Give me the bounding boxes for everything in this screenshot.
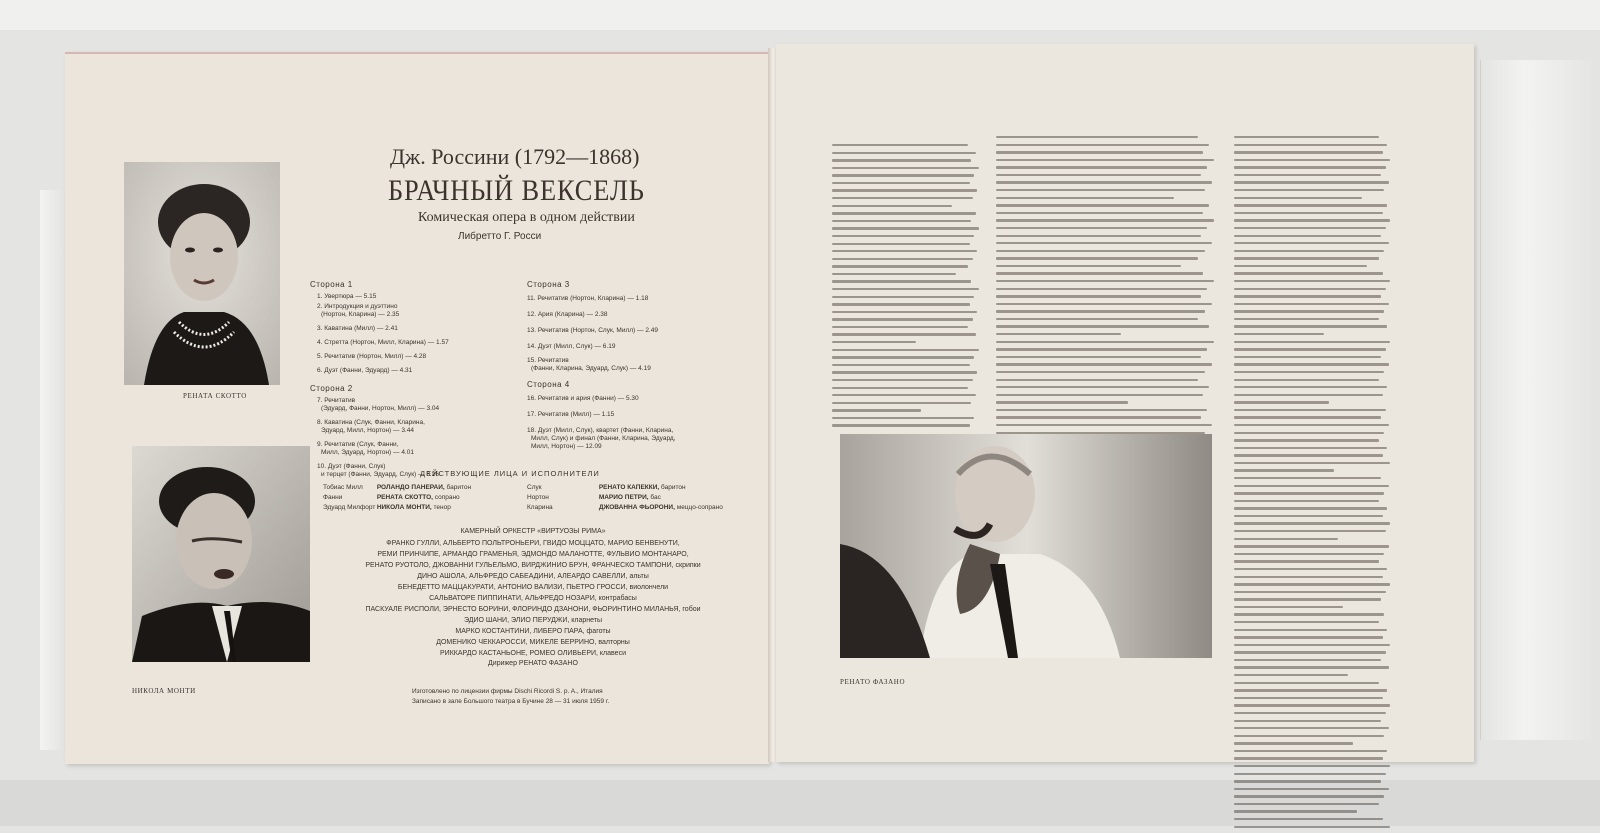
track: Эдуард, Милл, Нортон) — 3.44	[321, 427, 414, 434]
cast-role: Нортон	[527, 494, 549, 501]
text-line	[1234, 704, 1390, 706]
text-line	[996, 379, 1198, 381]
text-line	[1234, 356, 1381, 358]
text-line	[832, 197, 973, 199]
track: Милл, Слук) и финал (Фанни, Кларина, Эдуард,	[531, 435, 676, 442]
cast-role: Фанни	[323, 494, 343, 501]
text-line	[1234, 325, 1387, 327]
text-line	[1234, 212, 1383, 214]
text-line	[1234, 803, 1379, 805]
text-line	[1234, 416, 1381, 418]
text-line	[832, 311, 977, 313]
text-line	[1234, 682, 1379, 684]
text-line	[1234, 522, 1390, 524]
text-line	[832, 402, 971, 404]
track: 17. Речитатив (Милл) — 1.15	[527, 411, 615, 418]
text-line	[1234, 219, 1390, 221]
text-line	[996, 386, 1209, 388]
text-line	[1234, 810, 1357, 812]
text-line	[1234, 265, 1367, 267]
side1-heading: Сторона 1	[310, 280, 353, 289]
text-line	[1234, 166, 1386, 168]
text-line	[996, 310, 1205, 312]
cast-voice: бас	[650, 494, 661, 501]
track: 7. Речитатив	[317, 397, 356, 404]
text-line	[1234, 697, 1383, 699]
fasano-caption: РЕНАТО ФАЗАНО	[840, 678, 906, 686]
text-line	[996, 166, 1207, 168]
orchestra-line: РЕНАТО РУОТОЛО, ДЖОВАННИ ГУЛЬЕЛЬМО, ВИРДЖИНИО БРУН, ФРАНЧЕСКО ТАМПОНИ, скрипки	[365, 562, 701, 569]
text-line	[832, 394, 976, 396]
text-line	[832, 326, 968, 328]
cast-row	[527, 504, 723, 511]
text-line	[1234, 492, 1384, 494]
text-line	[1234, 174, 1381, 176]
track: Милл, Эдуард, Нортон) — 4.01	[321, 449, 414, 456]
track: 8. Каватина (Слук, Фанни, Кларина,	[317, 419, 425, 426]
track: 4. Стретта (Нортон, Милл, Кларина) — 1.57	[317, 339, 449, 346]
text-line	[996, 318, 1198, 320]
cast-singer: МАРИО ПЕТРИ,	[598, 494, 649, 501]
text-line	[1234, 250, 1384, 252]
text-line	[1234, 576, 1383, 578]
text-line	[1234, 507, 1387, 509]
text-line	[1234, 401, 1329, 403]
text-line	[1234, 818, 1383, 820]
text-line	[996, 265, 1181, 267]
text-line	[1234, 379, 1379, 381]
track: (Нортон, Кларина) — 2.35	[321, 311, 400, 318]
text-line	[1234, 318, 1379, 320]
text-line	[996, 371, 1205, 373]
text-line	[1234, 742, 1353, 744]
cast-heading: ДЕЙСТВУЮЩИЕ ЛИЦА И ИСПОЛНИТЕЛИ	[420, 469, 600, 478]
cast-role: Слук	[527, 484, 542, 491]
text-line	[996, 348, 1207, 350]
monti-caption: НИКОЛА МОНТИ	[132, 687, 196, 695]
track: 2. Интродукция и дуэттино	[317, 303, 398, 310]
text-line	[832, 152, 976, 154]
text-line	[996, 416, 1201, 418]
text-line	[996, 212, 1203, 214]
text-line	[832, 273, 956, 275]
text-line	[996, 257, 1198, 259]
orchestra-line: БЕНЕДЕТТО МАЦЦАКУРАТИ, АНТОНИО ВАЛИЗИ, ПЬЕТРО ГРОССИ, виолончели	[397, 584, 669, 591]
text-line	[996, 227, 1207, 229]
text-line	[1234, 462, 1390, 464]
cast-row	[323, 484, 471, 491]
text-line	[832, 205, 952, 207]
text-line	[1234, 500, 1379, 502]
text-line	[1234, 424, 1389, 426]
text-line	[1234, 666, 1389, 668]
text-line	[1234, 394, 1383, 396]
text-line	[1234, 310, 1384, 312]
text-line	[996, 341, 1214, 343]
text-line	[1234, 477, 1381, 479]
text-line	[1234, 553, 1384, 555]
text-line	[832, 318, 973, 320]
text-line	[832, 243, 970, 245]
opera-title: БРАЧНЫЙ ВЕКСЕЛЬ	[388, 174, 645, 207]
text-line	[1234, 598, 1381, 600]
text-line	[1234, 189, 1384, 191]
orchestra-line: РЕМИ ПРИНЧИПЕ, АРМАНДО ГРАМЕНЬЯ, ЭДМОНДО МАЛАНОТТЕ, ФУЛЬВИО МОНТАНАРО,	[377, 551, 689, 558]
text-line	[1234, 348, 1386, 350]
orchestra-line: ФРАНКО ГУЛЛИ, АЛЬБЕРТО ПОЛЬТРОНЬЕРИ, ГВИДО МОЦЦАТО, МАРИО БЕНВЕНУТИ,	[386, 540, 680, 547]
text-line	[832, 212, 976, 214]
text-line	[996, 280, 1214, 282]
text-line	[1234, 795, 1384, 797]
cast-singer: РОЛАНДО ПАНЕРАИ,	[376, 484, 445, 491]
orchestra-line: ЭДИО ШАНИ, ЭЛИО ПЕРУДЖИ, кларнеты	[463, 617, 603, 624]
text-line	[1234, 591, 1386, 593]
text-line	[832, 424, 970, 426]
text-line	[1234, 629, 1387, 631]
text-line	[1234, 659, 1381, 661]
cast-voice: тенор	[433, 504, 451, 511]
text-line	[996, 219, 1214, 221]
text-line	[832, 333, 976, 335]
text-line	[832, 235, 974, 237]
cast-voice: меццо-сопрано	[676, 504, 723, 511]
text-line	[996, 288, 1207, 290]
orchestra-line: РИККАРДО КАСТАНЬОНЕ, РОМЕО ОЛИВЬЕРИ, клавеси	[440, 650, 626, 657]
text-line	[1234, 280, 1390, 282]
track: и терцет (Фанни, Эдуард, Слук) — 8.26	[321, 471, 439, 478]
track: 18. Дуэт (Милл, Слук), квартет (Фанни, Кларина,	[527, 427, 674, 434]
text-line	[996, 159, 1214, 161]
text-line	[1234, 757, 1383, 759]
text-line	[1234, 303, 1389, 305]
left-panel	[65, 52, 769, 764]
orchestra-line: КАМЕРНЫЙ ОРКЕСТР «ВИРТУОЗЫ РИМА»	[460, 528, 606, 535]
text-line	[832, 409, 921, 411]
text-line	[1234, 485, 1389, 487]
text-line	[1234, 454, 1383, 456]
text-line	[1234, 621, 1379, 623]
text-line	[1234, 750, 1387, 752]
track: (Фанни, Кларина, Эдуард, Слук) — 4.19	[531, 365, 651, 372]
text-line	[996, 242, 1212, 244]
text-line	[996, 197, 1174, 199]
text-line	[996, 235, 1201, 237]
text-line	[1234, 257, 1379, 259]
text-line	[996, 181, 1212, 183]
cast-row	[323, 494, 460, 501]
text-line	[1234, 545, 1389, 547]
text-line	[1234, 447, 1387, 449]
text-line	[1234, 613, 1384, 615]
text-line	[832, 167, 979, 169]
text-column-3	[1234, 136, 1392, 833]
text-line	[1234, 651, 1386, 653]
plastic-sleeve-left	[40, 190, 66, 750]
cast-row	[527, 484, 686, 491]
text-line	[1234, 735, 1384, 737]
text-line	[1234, 144, 1387, 146]
license-note: Изготовлено по лицензии фирмы Dischi Ricordi S. p. A., Италия	[412, 688, 603, 695]
orchestra-line: МАРКО КОСТАНТИНИ, ЛИБЕРО ПАРА, фаготы	[455, 628, 611, 635]
conductor-credit: Дирижер РЕНАТО ФАЗАНО	[488, 660, 578, 667]
text-line	[832, 227, 979, 229]
text-line	[996, 144, 1209, 146]
text-line	[996, 363, 1212, 365]
cast-singer: ДЖОВАННА ФЬОРОНИ,	[598, 504, 675, 511]
text-line	[1234, 780, 1381, 782]
text-line	[996, 325, 1209, 327]
text-line	[832, 303, 970, 305]
text-line	[996, 303, 1212, 305]
opera-subtitle: Комическая опера в одном действии	[418, 210, 635, 225]
text-line	[1234, 181, 1389, 183]
text-line	[832, 296, 974, 298]
text-line	[832, 341, 916, 343]
track: 6. Дуэт (Фанни, Эдуард) — 4.31	[317, 367, 413, 374]
track: 13. Речитатив (Нортон, Слук, Милл) — 2.49	[527, 327, 658, 334]
track: Милл, Нортон) — 12.09	[531, 443, 602, 450]
cast-singer: РЕНАТА СКОТТО,	[376, 494, 433, 501]
scotto-caption: РЕНАТА СКОТТО	[183, 392, 247, 400]
text-line	[1234, 272, 1383, 274]
text-line	[832, 220, 971, 222]
text-line	[832, 356, 974, 358]
text-line	[1234, 363, 1389, 365]
text-line	[1234, 530, 1386, 532]
cast-singer: РЕНАТО КАПЕККИ,	[598, 484, 660, 491]
text-line	[1234, 197, 1362, 199]
text-line	[1234, 773, 1386, 775]
track: 5. Речитатив (Нортон, Милл) — 4.28	[317, 353, 427, 360]
text-line	[996, 394, 1203, 396]
text-line	[832, 189, 977, 191]
text-line	[1234, 568, 1387, 570]
text-line	[832, 258, 973, 260]
text-line	[832, 417, 974, 419]
fasano-photo	[840, 434, 1212, 658]
text-line	[832, 280, 971, 282]
text-line	[1234, 235, 1381, 237]
track: 9. Речитатив (Слук, Фанни,	[317, 441, 399, 448]
track: (Эдуард, Фанни, Нортон, Милл) — 3.04	[321, 405, 440, 412]
recording-note: Записано в зале Большого театра в Бучине 28 — 31 июля 1959 г.	[412, 698, 610, 705]
cast-role: Тобиас Милл	[323, 484, 363, 491]
text-line	[1234, 515, 1383, 517]
text-line	[996, 189, 1205, 191]
text-line	[996, 295, 1201, 297]
track: 12. Ария (Кларина) — 2.38	[527, 311, 608, 318]
text-line	[996, 151, 1203, 153]
background-top	[0, 0, 1600, 30]
track: 15. Речитатив	[527, 357, 569, 364]
text-line	[1234, 788, 1389, 790]
track: 3. Каватина (Милл) — 2.41	[317, 325, 398, 332]
text-line	[1234, 409, 1386, 411]
text-line	[1234, 386, 1387, 388]
text-line	[832, 182, 970, 184]
cast-role: Кларина	[527, 504, 553, 511]
text-line	[832, 144, 968, 146]
text-line	[832, 349, 979, 351]
cast-row	[527, 494, 661, 501]
text-line	[1234, 371, 1384, 373]
side2-heading: Сторона 2	[310, 384, 353, 393]
text-line	[1234, 242, 1389, 244]
text-line	[1234, 151, 1383, 153]
libretto-credit: Либретто Г. Росси	[458, 231, 542, 242]
text-line	[996, 356, 1201, 358]
text-line	[832, 265, 968, 267]
text-line	[1234, 689, 1387, 691]
text-line	[832, 379, 973, 381]
orchestra-line: САЛЬВАТОРЕ ПИППИНАТИ, АЛЬФРЕДО НОЗАРИ, контрабасы	[429, 595, 637, 602]
text-line	[1234, 333, 1324, 335]
track: 1. Увертюра — 5.15	[317, 293, 377, 300]
orchestra-line: ПАСКУАЛЕ РИСПОЛИ, ЭРНЕСТО БОРИНИ, ФЛОРИНДО ДЗАНОНИ, ФЬОРИНТИНО МИЛАНЬЯ, гобои	[365, 606, 701, 613]
text-line	[832, 364, 970, 366]
text-line	[1234, 644, 1390, 646]
text-line	[996, 204, 1209, 206]
text-line	[1234, 341, 1390, 343]
text-line	[1234, 538, 1338, 540]
text-line	[1234, 432, 1384, 434]
text-line	[996, 333, 1121, 335]
text-line	[996, 401, 1128, 403]
text-line	[832, 387, 968, 389]
text-line	[1234, 606, 1343, 608]
track: 11. Речитатив (Нортон, Кларина) — 1.18	[527, 295, 649, 302]
text-line	[832, 371, 977, 373]
text-line	[1234, 159, 1390, 161]
text-line	[1234, 727, 1389, 729]
text-line	[1234, 560, 1379, 562]
cast-voice: баритон	[446, 484, 472, 491]
text-line	[832, 159, 971, 161]
cast-role: Эдуард Милфорт	[323, 504, 376, 511]
text-line	[1234, 674, 1348, 676]
orchestra-line: ДОМЕНИКО ЧЕККАРОССИ, МИКЕЛЕ БЕРРИНО, валторны	[436, 639, 630, 646]
text-line	[1234, 288, 1386, 290]
text-line	[1234, 583, 1390, 585]
text-column-2	[996, 136, 1216, 439]
text-line	[996, 250, 1205, 252]
cast-voice: сопрано	[434, 494, 460, 501]
text-line	[832, 174, 974, 176]
cast-voice: баритон	[661, 484, 686, 491]
text-line	[1234, 439, 1379, 441]
text-line	[1234, 712, 1386, 714]
side3-heading: Сторона 3	[527, 280, 570, 289]
scotto-photo	[124, 162, 280, 385]
text-column-1	[832, 144, 980, 432]
text-line	[1234, 469, 1334, 471]
text-line	[996, 136, 1198, 138]
cast-singer: НИКОЛА МОНТИ,	[376, 504, 432, 511]
text-line	[1234, 295, 1381, 297]
text-line	[996, 272, 1203, 274]
track: 16. Речитатив и ария (Фанни) — 5.30	[527, 395, 639, 402]
text-line	[1234, 227, 1386, 229]
text-line	[832, 288, 979, 290]
text-line	[996, 424, 1212, 426]
orchestra-line: ДИНО АШОЛА, АЛЬФРЕДО САБЕАДИНИ, АЛЕАРДО САВЕЛЛИ, альты	[417, 573, 649, 580]
right-panel	[776, 44, 1474, 762]
side4-heading: Сторона 4	[527, 380, 570, 389]
composer: Дж. Россини (1792—1868)	[390, 144, 640, 169]
text-line	[1234, 720, 1381, 722]
text-line	[996, 409, 1207, 411]
track: 14. Дуэт (Милл, Слук) — 6.19	[527, 343, 616, 350]
text-line	[1234, 636, 1383, 638]
track: 10. Дуэт (Фанни, Слук)	[317, 463, 386, 470]
text-line	[1234, 136, 1379, 138]
text-line	[1234, 204, 1387, 206]
cast-row	[323, 504, 451, 511]
monti-photo	[132, 446, 310, 662]
plastic-sleeve-right	[1480, 60, 1591, 740]
text-line	[1234, 765, 1390, 767]
text-line	[832, 250, 977, 252]
text-line	[996, 174, 1201, 176]
